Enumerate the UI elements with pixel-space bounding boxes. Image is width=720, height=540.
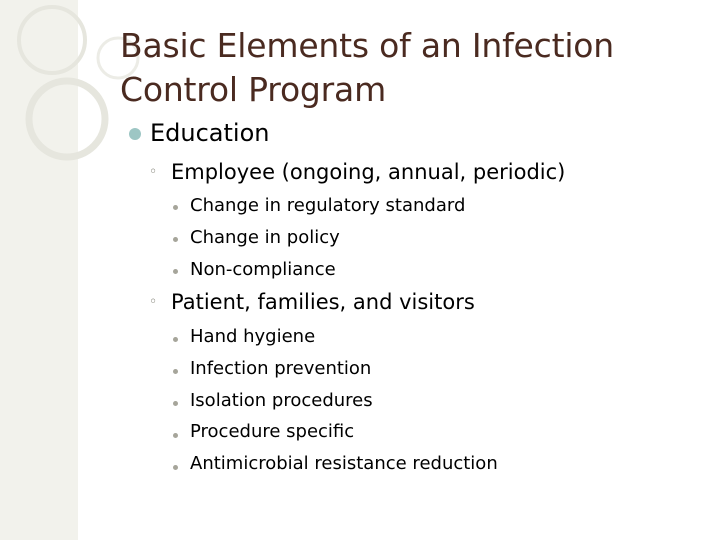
list-item: Hand hygiene <box>190 326 316 347</box>
list-item: Procedure specific <box>190 421 355 442</box>
sub-bullet-icon: ◦ <box>149 294 158 310</box>
dot-bullet-icon <box>173 369 178 374</box>
subbullet-patients: Patient, families, and visitors <box>171 290 475 314</box>
list-item: Infection prevention <box>190 358 372 379</box>
dot-bullet-icon <box>173 205 178 210</box>
subbullet-employee: Employee (ongoing, annual, periodic) <box>171 160 566 184</box>
list-item: Antimicrobial resistance reduction <box>190 453 498 474</box>
sub-bullet-icon: ◦ <box>149 164 158 180</box>
dot-bullet-icon <box>173 401 178 406</box>
list-item: Isolation procedures <box>190 390 373 411</box>
dot-bullet-icon <box>173 237 178 242</box>
bullet-education: Education <box>150 119 270 147</box>
dot-bullet-icon <box>173 269 178 274</box>
bullet-dot-icon <box>129 128 141 140</box>
list-item: Change in regulatory standard <box>190 195 466 216</box>
dot-bullet-icon <box>173 337 178 342</box>
list-item: Non-compliance <box>190 259 336 280</box>
dot-bullet-icon <box>173 433 178 438</box>
list-item: Change in policy <box>190 227 340 248</box>
slide-title: Basic Elements of an Infection Control Program <box>120 26 615 109</box>
dot-bullet-icon <box>173 465 178 470</box>
